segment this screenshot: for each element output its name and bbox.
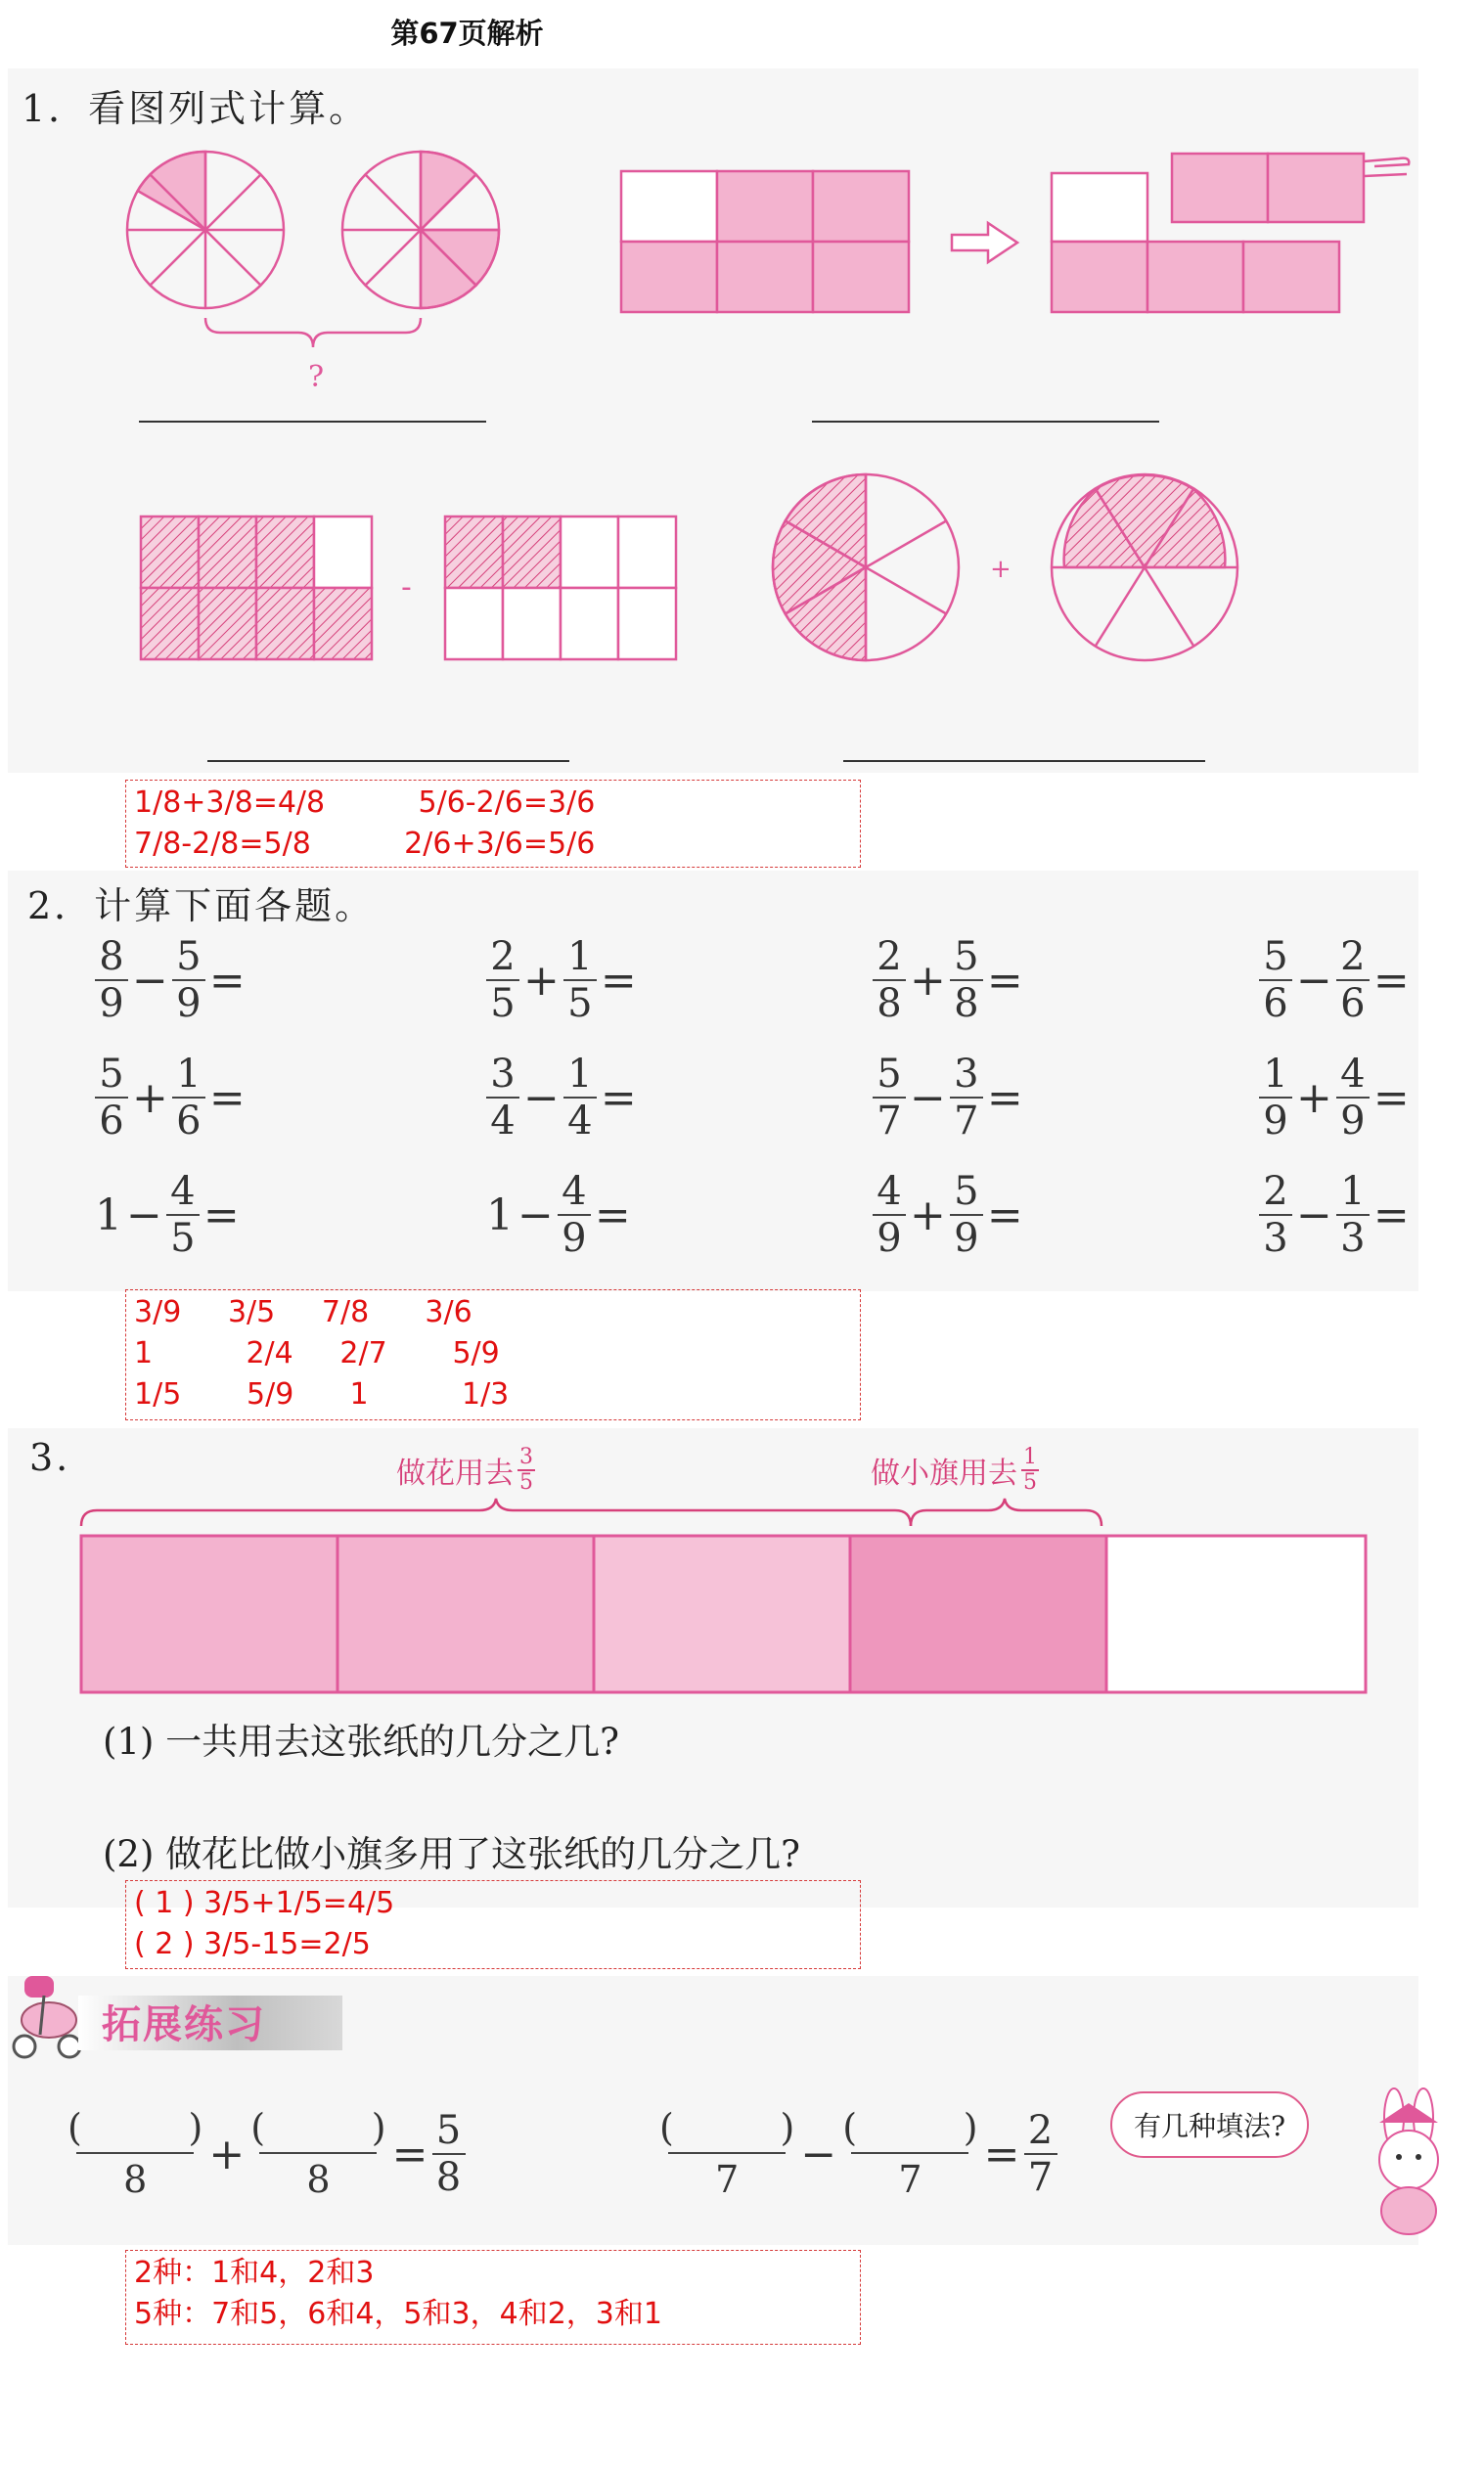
plus-sign: + (990, 555, 1012, 584)
blank-numerator[interactable]: ( ) (659, 2106, 795, 2149)
equals-sign: = (600, 955, 637, 1006)
fraction: $\frac{5}{7}$ (873, 1052, 906, 1144)
equals-sign: = (986, 1072, 1023, 1123)
question-mark: ? (308, 360, 325, 394)
q1-answer-line: 7/8-2/8=5/8 2/6+3/6=5/6 (134, 827, 596, 861)
q2-answer-box (125, 1289, 861, 1420)
flower-label: 做花用去 3 5 (396, 1445, 533, 1495)
fraction: $\frac{2}{8}$ (873, 934, 906, 1026)
q2-exercise (871, 1052, 1025, 1144)
equals-sign: = (600, 1072, 637, 1123)
equals-sign: = (1372, 955, 1410, 1006)
fraction: $\frac{4}{5}$ (166, 1169, 200, 1261)
q2-exercise (484, 934, 639, 1026)
operator: − (523, 1072, 560, 1123)
q3-sub1: (1) 一共用去这张纸的几分之几? (103, 1721, 620, 1763)
q3-answer-line: ( 1 ) 3/5+1/5=4/5 (134, 1886, 395, 1920)
q2-answer-line: 3/9 3/5 7/8 3/6 (134, 1295, 472, 1329)
flag-label: 做小旗用去 1 5 (871, 1445, 1037, 1495)
answer-line-2 (812, 421, 1159, 423)
fraction: $\frac{1}{5}$ (563, 934, 597, 1026)
fraction: $\frac{5}{9}$ (950, 1169, 983, 1261)
q2-heading: 2．计算下面各题。 (27, 884, 376, 927)
answer-line-1 (139, 421, 486, 423)
q1-rect-eighths (127, 509, 695, 675)
operator: − (910, 1072, 946, 1123)
blank-numerator[interactable]: ( ) (842, 2106, 978, 2149)
q2-exercise (1257, 934, 1412, 1026)
q3-answer-box (125, 1880, 861, 1969)
rabbit-icon (1355, 2084, 1462, 2240)
equals-sign: = (594, 1190, 631, 1240)
flower-numerator: 3 (519, 1445, 533, 1469)
fraction: $\frac{5}{6}$ (1259, 934, 1292, 1026)
ext-answer-line: 2种：1和4，2和3 (134, 2256, 375, 2290)
fraction: $\frac{2}{3}$ (1259, 1169, 1292, 1261)
q2-answer-line: 1/5 5/9 1 1/3 (134, 1377, 510, 1412)
q3-heading: 3. (29, 1436, 71, 1479)
fraction: $\frac{4}{9}$ (1336, 1052, 1370, 1144)
brace (205, 318, 421, 347)
fraction: $\frac{1}{4}$ (563, 1052, 597, 1144)
hand-icon (1364, 158, 1409, 176)
flower-denominator: 5 (519, 1470, 533, 1495)
q2-exercise-grid (93, 934, 1443, 1267)
q1-answer-box (125, 780, 861, 868)
q2-exercise (93, 1169, 242, 1261)
q1-circles-eighths (112, 147, 523, 401)
minus-sign: - (401, 570, 412, 605)
flag-brace (911, 1499, 1102, 1526)
page-title: 第67页解析 (390, 17, 544, 50)
q3-answer-line: ( 2 ) 3/5-15=2/5 (134, 1927, 371, 1961)
equals-sign: = (1372, 1190, 1410, 1240)
whole-number: 1 (95, 1190, 122, 1240)
equals-sign: = (986, 955, 1023, 1006)
fraction: $\frac{8}{9}$ (95, 934, 128, 1026)
arrow-icon (952, 223, 1017, 262)
operator: + (910, 955, 946, 1006)
operator: + (1296, 1072, 1332, 1123)
q1-circles-sixths (763, 470, 1252, 675)
speech-bubble: 有几种填法? (1110, 2091, 1309, 2158)
fraction: $\frac{1}{9}$ (1259, 1052, 1292, 1144)
q1-rect-sixths (616, 137, 1418, 333)
q1-heading: 1．看图列式计算。 (22, 87, 370, 130)
circle-left (127, 152, 284, 308)
q2-exercise (871, 1169, 1025, 1261)
operator: − (1296, 1190, 1332, 1240)
whole-number: 1 (486, 1190, 514, 1240)
answer-line-4 (843, 760, 1205, 762)
equals-sign: = (202, 1190, 240, 1240)
equals-sign: = (986, 1190, 1023, 1240)
q2-exercise (871, 934, 1025, 1026)
equals-sign: = (1372, 1072, 1410, 1123)
fraction: $\frac{1}{3}$ (1336, 1169, 1370, 1261)
q2-exercise (1257, 1169, 1412, 1261)
flag-denominator: 5 (1023, 1470, 1037, 1495)
q2-exercise (484, 1169, 633, 1261)
flag-numerator: 1 (1023, 1445, 1037, 1469)
answer-line-3 (207, 760, 569, 762)
fraction: $\frac{3}{7}$ (950, 1052, 983, 1144)
q1-answer-line: 1/8+3/8=4/8 5/6-2/6=3/6 (134, 786, 596, 820)
ext-title: 拓展练习 (102, 2002, 266, 2047)
operator: + (132, 1072, 168, 1123)
flower-brace (81, 1499, 911, 1526)
q2-exercise (484, 1052, 639, 1144)
equals-sign: = (208, 955, 246, 1006)
operator: − (126, 1190, 162, 1240)
q2-answer-line: 1 2/4 2/7 5/9 (134, 1336, 500, 1370)
q2-exercise (93, 934, 247, 1026)
fraction: $\frac{4}{9}$ (558, 1169, 591, 1261)
fraction: $\frac{2}{5}$ (486, 934, 519, 1026)
fraction: $\frac{1}{6}$ (172, 1052, 205, 1144)
operator: − (1296, 955, 1332, 1006)
operator: − (132, 955, 168, 1006)
fraction: $\frac{3}{4}$ (486, 1052, 519, 1144)
operator: − (517, 1190, 554, 1240)
operator: + (523, 955, 560, 1006)
ext-answer-box (125, 2250, 861, 2345)
fraction: $\frac{5}{6}$ (95, 1052, 128, 1144)
ext-equation-1: ( ) 8 + ( ) 8 = $\frac{5}{8}$ (64, 2103, 468, 2205)
fraction: $\frac{4}{9}$ (873, 1169, 906, 1261)
q2-exercise (1257, 1052, 1412, 1144)
equals-sign: = (208, 1072, 246, 1123)
fraction: $\frac{5}{8}$ (950, 934, 983, 1026)
fraction: $\frac{5}{9}$ (172, 934, 205, 1026)
fraction: $\frac{2}{6}$ (1336, 934, 1370, 1026)
q3-sub2: (2) 做花比做小旗多用了这张纸的几分之几? (103, 1833, 801, 1875)
blank-numerator[interactable]: ( ) (250, 2106, 386, 2149)
circle-right (342, 152, 499, 308)
q3-paper-strip (73, 1497, 1374, 1702)
ext-equation-2: ( ) 7 − ( ) 7 = $\frac{2}{7}$ (655, 2103, 1059, 2205)
ext-answer-line: 5种：7和5，6和4，5和3，4和2，3和1 (134, 2297, 662, 2331)
blank-numerator[interactable]: ( ) (67, 2106, 203, 2149)
q2-exercise (93, 1052, 247, 1144)
operator: + (910, 1190, 946, 1240)
